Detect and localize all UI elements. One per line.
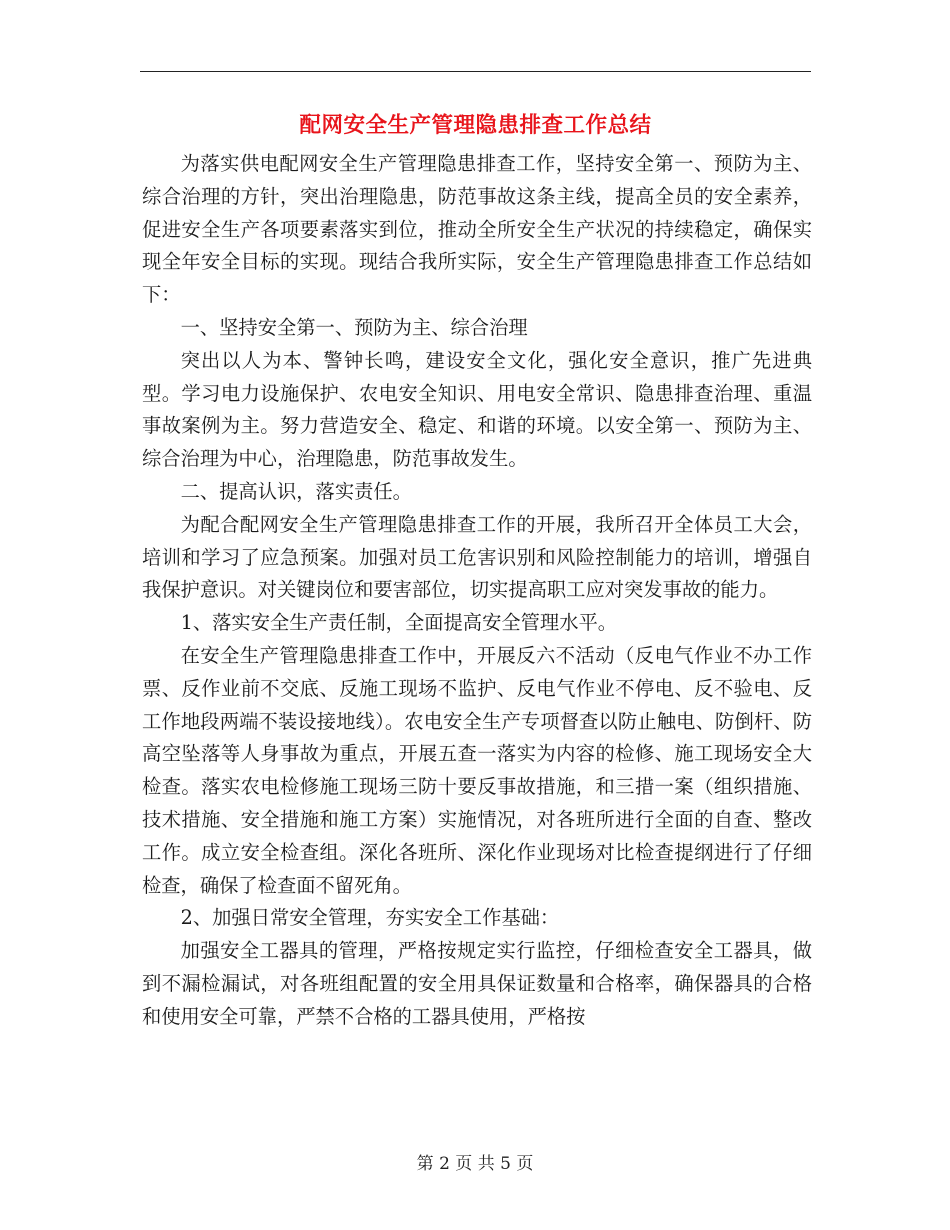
header-rule xyxy=(140,71,811,72)
body-paragraph: 在安全生产管理隐患排查工作中，开展反六不活动（反电气作业不办工作票、反作业前不交底、反施工现场不监护、反电气作业不停电、反不验电、反工作地段两端不装设接地线）。农电安全生产专项督查以防止触电、防倒杆、防高空坠落等人身事故为重点，开展五查一落实为内容的检修、施工现场安全大检查。落实农电检修施工现场三防十要反事故措施，和三措一案（组织措施、技术措施、安全措施和施工方案）实施情况，对各班所进行全面的自查、整改工作。成立安全检查组。深化各班所、深化作业现场对比检查提纲进行了仔细检查，确保了检查面不留死角。 xyxy=(142,643,812,897)
body-paragraph: 突出以人为本、警钟长鸣，建设安全文化，强化安全意识，推广先进典型。学习电力设施保护、农电安全知识、用电安全常识、隐患排查治理、重温事故案例为主。努力营造安全、稳定、和谐的环境。以安全第一、预防为主、综合治理为中心，治理隐患，防范事故发生。 xyxy=(142,348,812,471)
section-heading: 一、坚持安全第一、预防为主、综合治理 xyxy=(180,315,528,339)
body-paragraph: 加强安全工器具的管理，严格按规定实行监控，仔细检查安全工器具，做到不漏检漏试，对各班组配置的安全用具保证数量和合格率，确保器具的合格和使用安全可靠，严禁不合格的工器具使用，严格按 xyxy=(142,939,812,1028)
subsection-heading: 2、加强日常安全管理，夯实安全工作基础： xyxy=(180,906,560,930)
document-body xyxy=(142,148,812,1034)
subsection-heading: 1、落实安全生产责任制，全面提高安全管理水平。 xyxy=(180,611,618,635)
intro-paragraph: 为落实供电配网安全生产管理隐患排查工作，坚持安全第一、预防为主、综合治理的方针，突出治理隐患，防范事故这条主线，提高全员的安全素养，促进安全生产各项要素落实到位，推动全所安全生产状况的持续稳定，确保实现全年安全目标的实现。现结合我所实际，安全生产管理隐患排查工作总结如下： xyxy=(142,152,812,307)
body-paragraph: 为配合配网安全生产管理隐患排查工作的开展，我所召开全体员工大会，培训和学习了应急预案。加强对员工危害识别和风险控制能力的培训，增强自我保护意识。对关键岗位和要害部位，切实提高职工应对突发事故的能力。 xyxy=(142,512,812,602)
document-title: 配网安全生产管理隐患排查工作总结 xyxy=(299,113,652,138)
section-heading: 二、提高认识，落实责任。 xyxy=(180,479,412,503)
page-number: 第 2 页 共 5 页 xyxy=(416,1154,534,1174)
